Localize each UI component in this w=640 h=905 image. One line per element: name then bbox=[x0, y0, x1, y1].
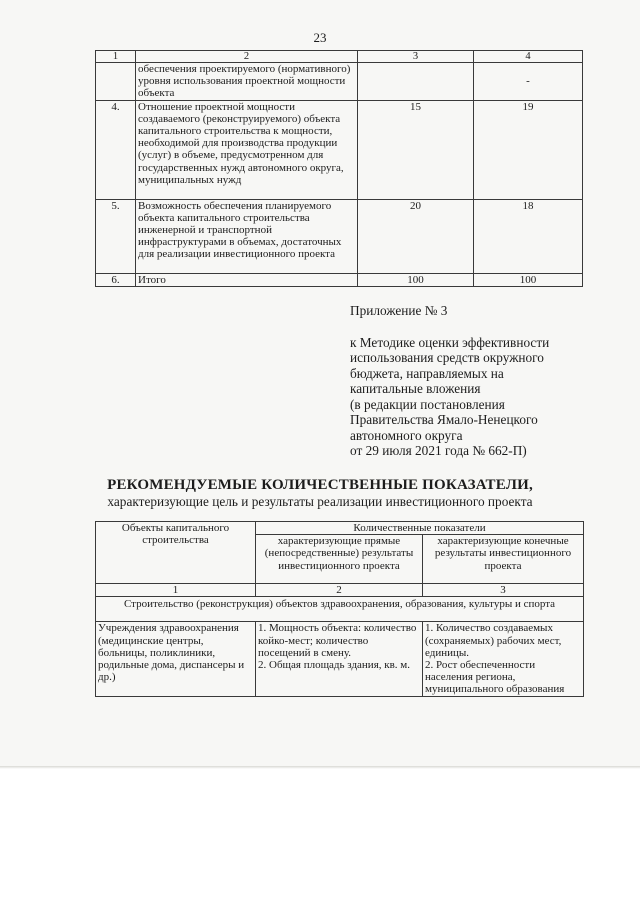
group-header-row bbox=[96, 522, 584, 535]
header-cell: 4 bbox=[474, 51, 583, 63]
section-row bbox=[96, 597, 584, 622]
indicators-table bbox=[95, 521, 584, 697]
row-number: 5. bbox=[96, 199, 136, 273]
scan-edge bbox=[0, 766, 640, 769]
weight-cell: 100 bbox=[358, 273, 474, 286]
header-cell: 2 bbox=[136, 51, 358, 63]
page-number: 23 bbox=[313, 30, 327, 45]
final-results-header: характеризующие конечные результаты инвестиционного проекта bbox=[423, 535, 584, 584]
row-number: 4. bbox=[96, 100, 136, 199]
direct-results-cell: 1. Мощность объекта: количество койко-мест; количество посещений в смену. 2. Общая площадь здания, кв. м. bbox=[256, 622, 423, 696]
header-cell: 3 bbox=[358, 51, 474, 63]
objects-header: Объекты капитального строительства bbox=[96, 522, 256, 584]
table-row bbox=[96, 100, 583, 199]
weight-cell bbox=[358, 63, 474, 101]
criterion-cell: Итого bbox=[136, 273, 358, 286]
column-number: 1 bbox=[96, 584, 256, 597]
row-number bbox=[96, 63, 136, 101]
criterion-cell: обеспечения проектируемого (нормативного) уровня использования проектной мощности объекта bbox=[136, 63, 358, 101]
document-heading: РЕКОМЕНДУЕМЫЕ КОЛИЧЕСТВЕННЫЕ ПОКАЗАТЕЛИ, bbox=[107, 477, 533, 493]
document-subheading: характеризующие цель и результаты реализации инвестиционного проекта bbox=[107, 494, 533, 509]
object-cell: Учреждения здравоохранения (медицинские центры, больницы, поликлиники, родильные дома, диспансеры и др.) bbox=[96, 622, 256, 696]
row-number: 6. bbox=[96, 273, 136, 286]
table-row bbox=[96, 622, 584, 696]
criterion-cell: Возможность обеспечения планируемого объекта капитального строительства инженерной и транспортной инфраструктурами в объемах, достаточных для реализации инвестиционного проекта bbox=[136, 199, 358, 273]
weight-cell: 19 bbox=[474, 100, 583, 199]
weight-cell: 15 bbox=[358, 100, 474, 199]
scan-mark: - bbox=[526, 75, 530, 87]
column-number: 2 bbox=[256, 584, 423, 597]
table-row bbox=[96, 63, 583, 101]
appendix-note bbox=[350, 303, 600, 459]
weight-cell: 100 bbox=[474, 273, 583, 286]
indicators-group-header: Количественные показатели bbox=[256, 522, 584, 535]
appendix-title: Приложение № 3 bbox=[350, 303, 448, 318]
column-number-row bbox=[96, 584, 584, 597]
table-row bbox=[96, 199, 583, 273]
section-title: Строительство (реконструкция) объектов здравоохранения, образования, культуры и спорта bbox=[96, 597, 584, 622]
weight-cell bbox=[474, 63, 583, 101]
appendix-text: к Методике оценки эффективности использования средств окружного бюджета, направляемых на капитальные вложения (в редакции постановления Правительства Ямало-Ненецкого автономного округа от 29 июля 2021 года № 662-П) bbox=[350, 334, 550, 458]
criteria-table bbox=[95, 50, 583, 287]
table-row bbox=[96, 273, 583, 286]
column-number: 3 bbox=[423, 584, 584, 597]
final-results-cell: 1. Количество создаваемых (сохраняемых) рабочих мест, единицы. 2. Рост обеспеченности населения региона, муниципального образования bbox=[423, 622, 584, 696]
weight-cell: 20 bbox=[358, 199, 474, 273]
criterion-cell: Отношение проектной мощности создаваемого (реконструируемого) объекта капитального строительства к мощности, необходимой для производства продукции (услуг) в объеме, предусмотренном для государственных нужд автономного округа, муниципальных нужд bbox=[136, 100, 358, 199]
table-header-row bbox=[96, 51, 583, 63]
header-cell: 1 bbox=[96, 51, 136, 63]
direct-results-header: характеризующие прямые (непосредственные) результаты инвестиционного проекта bbox=[256, 535, 423, 584]
weight-cell: 18 bbox=[474, 199, 583, 273]
